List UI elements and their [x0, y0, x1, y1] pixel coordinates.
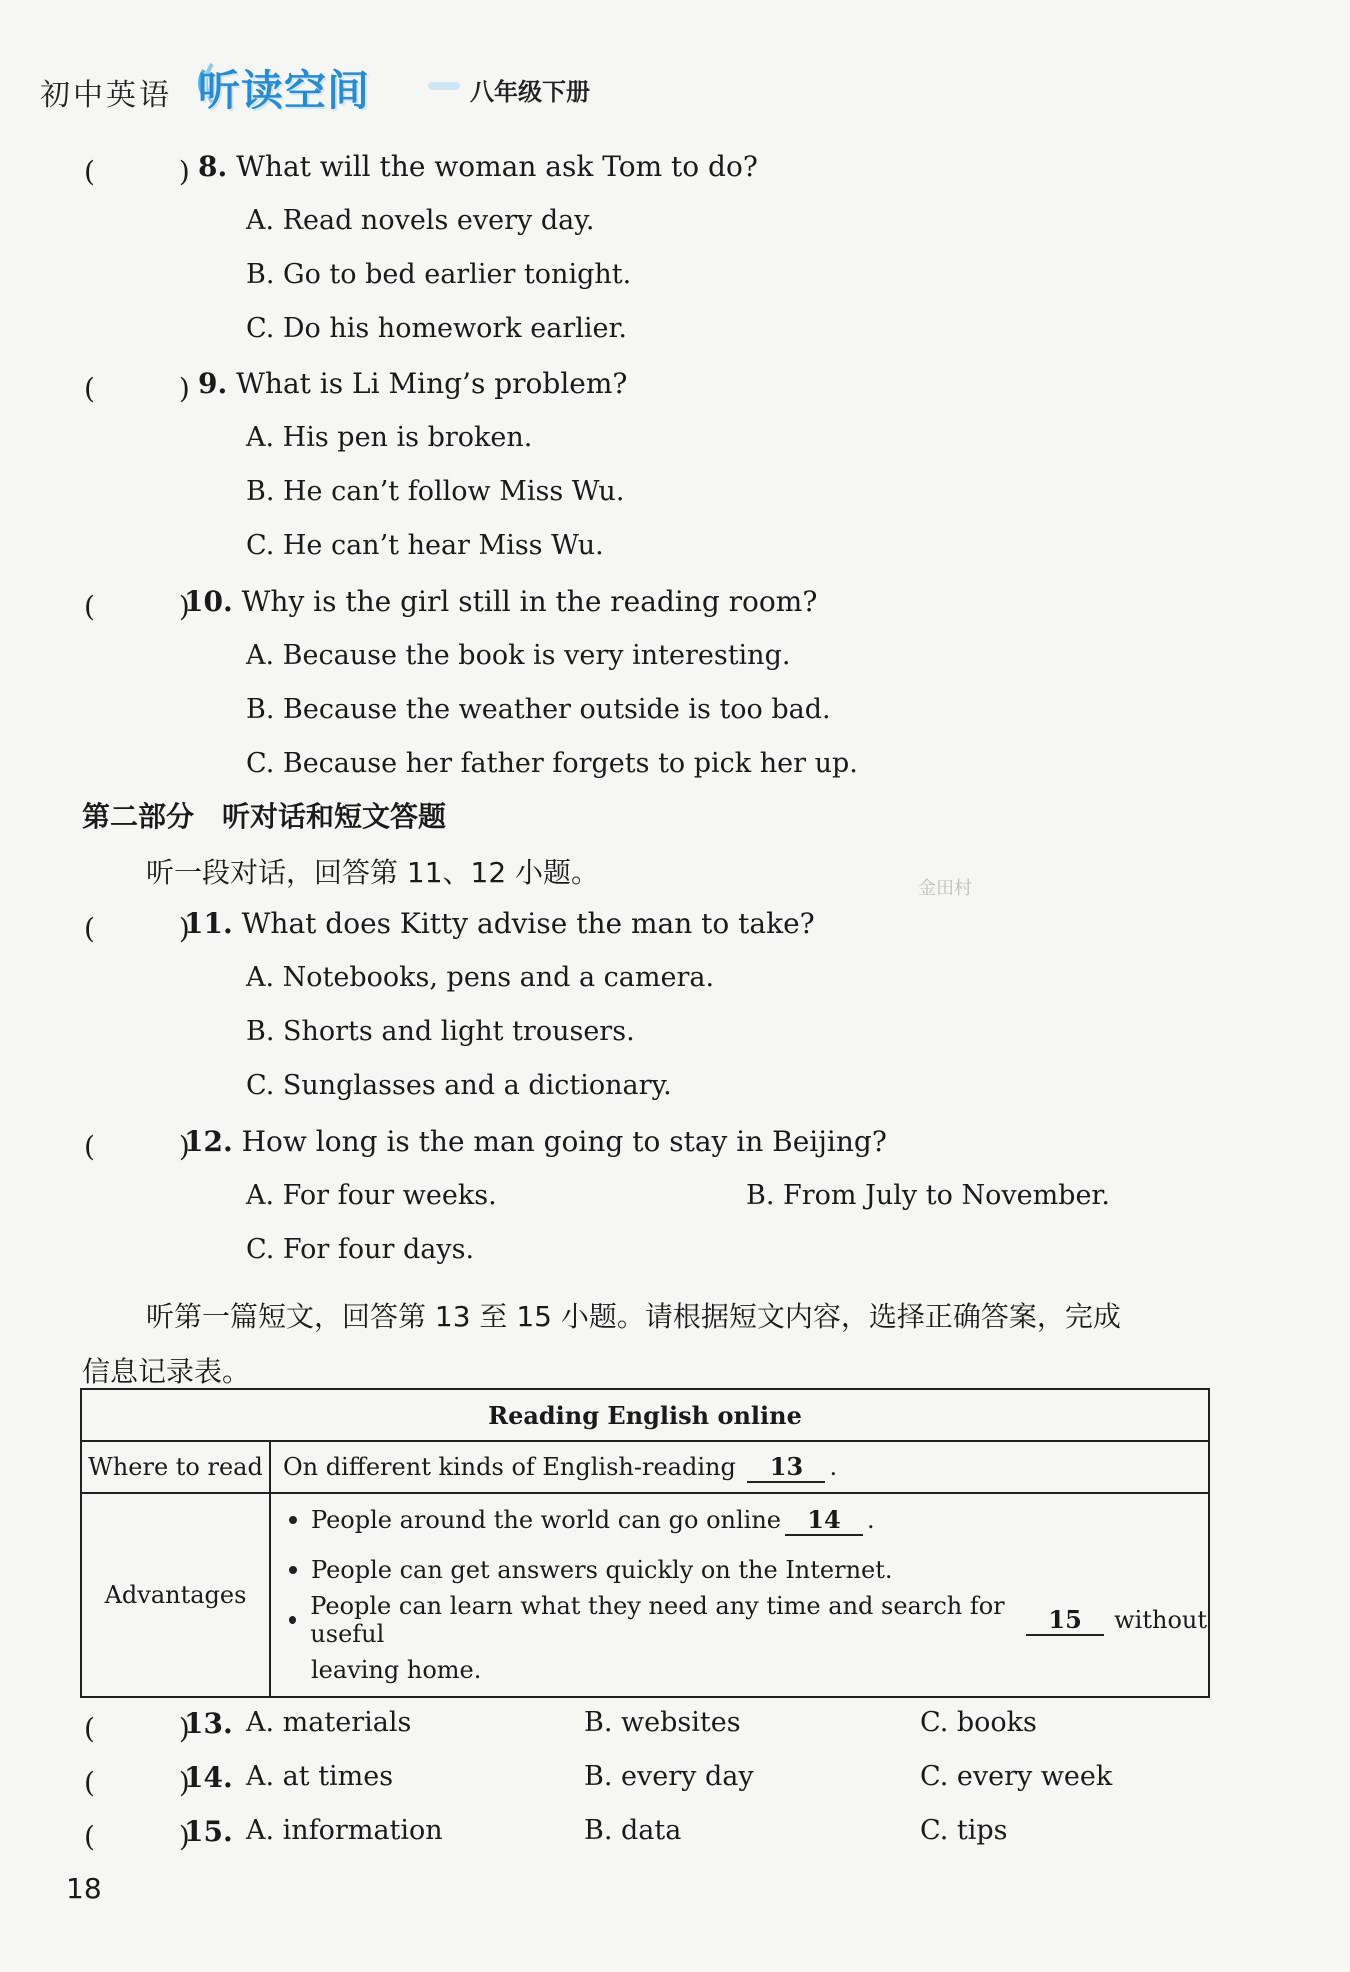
answer-blank[interactable]: 13	[747, 1452, 825, 1483]
row-label: Where to read	[81, 1441, 270, 1493]
question-13-num: 13.	[184, 1707, 233, 1740]
option: A. Because the book is very interesting.	[246, 640, 791, 671]
option: C. books	[920, 1707, 1037, 1738]
option: C. Do his homework earlier.	[246, 313, 628, 344]
table-title: Reading English online	[81, 1389, 1209, 1441]
page-number: 18	[66, 1872, 102, 1905]
answer-blank[interactable]: 14	[785, 1505, 863, 1536]
bullet-icon	[289, 1616, 296, 1624]
question-10: 10. Why is the girl still in the reading room?	[184, 585, 818, 618]
question-9: 9. What is Li Ming’s problem?	[198, 367, 628, 400]
bullet-icon	[289, 1516, 297, 1524]
faint-watermark: 金田村	[918, 878, 972, 899]
instruction: 听第一篇短文，回答第 13 至 15 小题。请根据短文内容，选择正确答案，完成	[146, 1300, 1121, 1333]
info-record-table	[80, 1388, 1210, 1698]
option: B. Go to bed earlier tonight.	[246, 259, 632, 290]
bullet-icon	[289, 1566, 297, 1574]
option: C. every week	[920, 1761, 1113, 1792]
option: B. every day	[584, 1761, 754, 1792]
series-title: 初中英语	[40, 78, 172, 113]
option: C. For four days.	[246, 1234, 475, 1265]
answer-bracket[interactable]: ( )	[84, 912, 190, 945]
option: A. Notebooks, pens and a camera.	[246, 962, 715, 993]
answer-bracket[interactable]: ( )	[84, 1766, 190, 1799]
instruction-cont: 信息记录表。	[82, 1355, 251, 1388]
option: C. tips	[920, 1815, 1008, 1846]
option: A. information	[246, 1815, 443, 1846]
option: B. data	[584, 1815, 682, 1846]
option: C. Sunglasses and a dictionary.	[246, 1070, 672, 1101]
option: B. websites	[584, 1707, 741, 1738]
brand-logo-text: 听读空间	[198, 66, 371, 115]
option: C. He can’t hear Miss Wu.	[246, 530, 604, 561]
option: A. For four weeks.	[246, 1180, 497, 1211]
answer-blank[interactable]: 15	[1026, 1605, 1104, 1636]
question-14-num: 14.	[184, 1761, 233, 1794]
row-label: Advantages	[81, 1493, 270, 1697]
grade-label: 八年级下册	[470, 78, 590, 106]
list-item: People around the world can go online 14 .	[283, 1495, 1207, 1545]
answer-bracket[interactable]: ( )	[84, 372, 190, 405]
instruction: 听一段对话，回答第 11、12 小题。	[146, 856, 600, 889]
header-divider	[428, 82, 460, 90]
table-cell: On different kinds of English-reading 13 .	[270, 1441, 1209, 1493]
option: B. Because the weather outside is too bad.	[246, 694, 831, 725]
option: A. at times	[246, 1761, 394, 1792]
option: A. materials	[246, 1707, 412, 1738]
option: A. Read novels every day.	[246, 205, 595, 236]
option: C. Because her father forgets to pick her up.	[246, 748, 858, 779]
option: B. He can’t follow Miss Wu.	[246, 476, 625, 507]
answer-bracket[interactable]: ( )	[84, 1820, 190, 1853]
option: B. Shorts and light trousers.	[246, 1016, 635, 1047]
question-8: 8. What will the woman ask Tom to do?	[198, 150, 758, 183]
option: A. His pen is broken.	[246, 422, 533, 453]
table-cell	[270, 1493, 1209, 1697]
section-title: 第二部分 听对话和短文答题	[82, 800, 447, 833]
question-12: 12. How long is the man going to stay in Beijing?	[184, 1125, 887, 1158]
list-item: People can learn what they need any time and search for useful 15 without	[283, 1595, 1207, 1645]
list-item: People can get answers quickly on the Internet.	[283, 1545, 1207, 1595]
answer-bracket[interactable]: ( )	[84, 155, 190, 188]
answer-bracket[interactable]: ( )	[84, 1130, 190, 1163]
option: B. From July to November.	[746, 1180, 1110, 1211]
answer-bracket[interactable]: ( )	[84, 590, 190, 623]
answer-bracket[interactable]: ( )	[84, 1712, 190, 1745]
question-11: 11. What does Kitty advise the man to take?	[184, 907, 815, 940]
list-item-cont: leaving home.	[311, 1656, 482, 1684]
question-15-num: 15.	[184, 1815, 233, 1848]
